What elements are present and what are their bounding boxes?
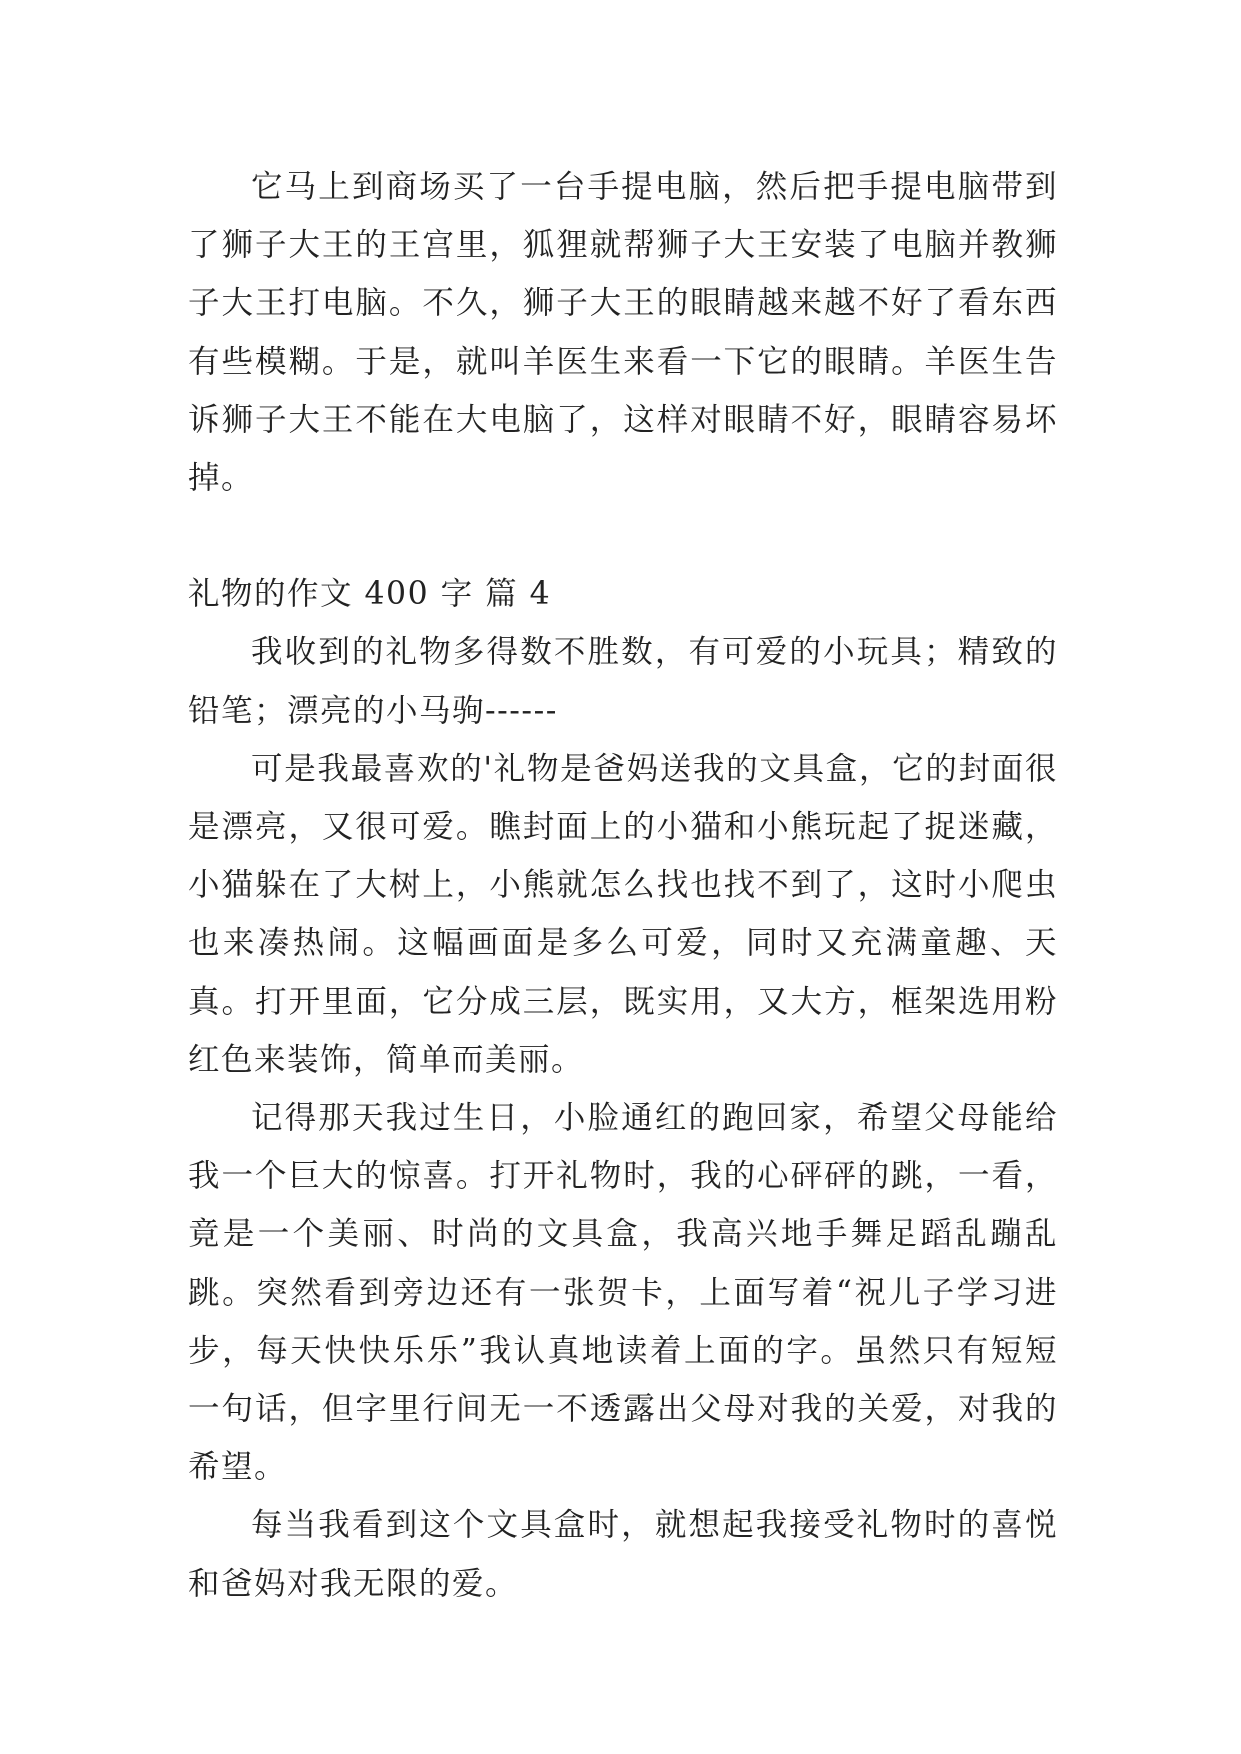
essay-paragraph-3: 记得那天我过生日，小脸通红的跑回家，希望父母能给我一个巨大的惊喜。打开礼物时，我的心砰砰的跳，一看，竟是一个美丽、时尚的文具盒，我高兴地手舞足蹈乱蹦乱跳。突然看到旁边还有一张贺卡，上面写着“祝儿子学习进步，每天快快乐乐”我认真地读着上面的字。虽然只有短短一句话，但字里行间无一不透露出父母对我的关爱，对我的希望。 <box>188 1100 1058 1486</box>
document-body <box>188 158 1058 1613</box>
essay-paragraph-1: 我收到的礼物多得数不胜数，有可爱的小玩具；精致的铅笔；漂亮的小马驹------ <box>188 634 1058 729</box>
section-gap <box>188 507 1058 565</box>
intro-paragraph: 它马上到商场买了一台手提电脑，然后把手提电脑带到了狮子大王的王宫里，狐狸就帮狮子大王安装了电脑并教狮子大王打电脑。不久，狮子大王的眼睛越来越不好了看东西有些模糊。于是，就叫羊医生来看一下它的眼睛。羊医生告诉狮子大王不能在大电脑了，这样对眼睛不好，眼睛容易坏掉。 <box>188 169 1058 497</box>
essay-paragraph-4: 每当我看到这个文具盒时，就想起我接受礼物时的喜悦和爸妈对我无限的爱。 <box>188 1507 1058 1602</box>
essay-paragraph-2: 可是我最喜欢的'礼物是爸妈送我的文具盒，它的封面很是漂亮，又很可爱。瞧封面上的小猫和小熊玩起了捉迷藏，小猫躲在了大树上，小熊就怎么找也找不到了，这时小爬虫也来凑热闹。这幅画面是多么可爱，同时又充满童趣、天真。打开里面，它分成三层，既实用，又大方，框架选用粉红色来装饰，简单而美丽。 <box>188 750 1058 1078</box>
section-heading: 礼物的作文 400 字 篇 4 <box>188 576 552 613</box>
